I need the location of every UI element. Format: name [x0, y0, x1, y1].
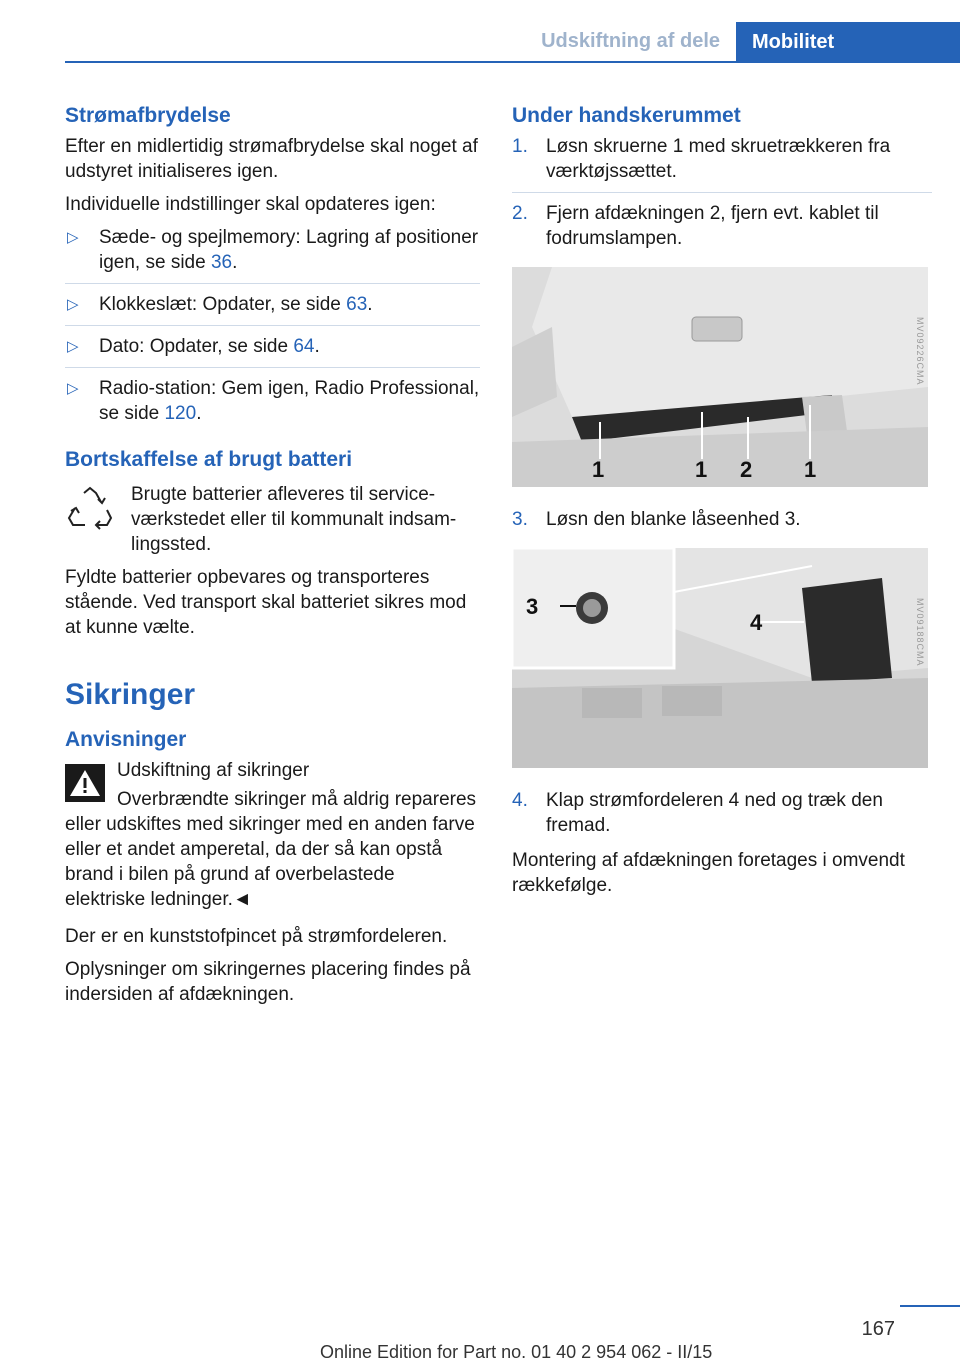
footer-edition: Online Edition for Part no. 01 40 2 954 062 - II/15: [320, 1342, 713, 1362]
page-link[interactable]: 64: [293, 336, 315, 357]
callout-label: 1: [592, 457, 605, 482]
figure-code: MV09226CMA: [915, 317, 925, 386]
triangle-bullet-icon: ▷: [67, 229, 79, 246]
left-column: [65, 102, 480, 1007]
paragraph: Efter en midlertidig strømafbrydelse skal noget af udstyret initialiseres igen.: [65, 136, 478, 182]
fusebox-figure: [512, 548, 928, 768]
figure-code: MV09188CMA: [915, 598, 925, 667]
bullet-list: [65, 225, 480, 434]
callout-label: 4: [750, 610, 763, 635]
recycling-text: Brugte batterier afleveres til serviceværkstedet eller til kommunalt indsamlingssted.: [131, 484, 457, 555]
paragraph: Montering af afdækningen foretages i omvendt rækkefølge.: [512, 850, 905, 896]
right-column: [512, 102, 932, 898]
steps-list: [512, 134, 932, 259]
section-title-strom: Strømafbrydelse: [65, 104, 231, 127]
steps-list: [512, 507, 932, 540]
callout-label: 2: [740, 457, 753, 482]
section-title-bortskaffelse: Bortskaffelse af brugt batteri: [65, 448, 353, 471]
chapter-title-sikringer: Sikringer: [65, 678, 196, 711]
callout-label: 3: [526, 594, 539, 619]
warning-icon: [65, 764, 105, 807]
triangle-bullet-icon: ▷: [67, 380, 79, 397]
header-chapter-tab: Mobilitet: [736, 22, 960, 62]
list-item: 4. Klap strømfordeleren 4 ned og træk den fremad.: [512, 790, 883, 836]
page-link[interactable]: 120: [164, 403, 197, 424]
list-item: 3. Løsn den blanke låseenhed 3.: [512, 509, 801, 530]
header-rule: [65, 61, 960, 63]
section-title-anvisninger: Anvisninger: [65, 728, 187, 751]
section-title-handskerum: Under handskerummet: [512, 104, 741, 127]
warning-heading: Udskiftning af sikringer: [117, 760, 310, 781]
list-item: 2. Fjern afdækningen 2, fjern evt. kablet til fodrumslampen.: [512, 203, 879, 249]
paragraph: Der er en kunststofpincet på strømfordeleren.: [65, 926, 448, 947]
paragraph: Oplysninger om sikringernes placering findes på indersiden af afdækningen.: [65, 959, 471, 1005]
callout-label: 1: [695, 457, 708, 482]
callout-label: 1: [804, 457, 817, 482]
paragraph: Fyldte batterier opbevares og transporteres stående. Ved transport skal batteriet sikres mod at kunne vælte.: [65, 567, 467, 638]
recycle-icon: [65, 484, 115, 539]
list-item: ▷ Radio-station: Gem igen, Radio Professional, se side 120.: [67, 378, 480, 424]
triangle-bullet-icon: ▷: [67, 338, 79, 355]
list-item: ▷ Klokkeslæt: Opdater, se side 63.: [65, 292, 480, 326]
list-item: ▷ Dato: Opdater, se side 64.: [65, 334, 480, 368]
page-link[interactable]: 63: [346, 294, 368, 315]
recycling-note: [65, 482, 480, 557]
list-item: 1. Løsn skruerne 1 med skruetrækkeren fra værktøjssættet.: [512, 134, 932, 193]
page-header: [0, 0, 960, 62]
page-link[interactable]: 36: [210, 252, 233, 273]
list-item: ▷ Sæde- og spejlmemory: Lagring af positioner igen, se side 36.: [65, 225, 480, 284]
glovebox-figure: [512, 267, 928, 487]
warning-text: Overbrændte sikringer må aldrig repareres eller udskiftes med sikringer med en anden farve eller et andet amperetal, da der så kan opstå brand i bilen på grund af overbelastede elektriske ledninger.◄: [65, 789, 477, 910]
page-number: 167: [861, 1318, 895, 1340]
header-section-title: Udskiftning af dele: [541, 30, 720, 52]
paragraph: Individuelle indstillinger skal opdateres igen:: [65, 194, 436, 215]
triangle-bullet-icon: ▷: [67, 296, 79, 313]
steps-list: [512, 788, 932, 846]
warning-note: [65, 758, 480, 783]
footer-rule: [900, 1305, 960, 1307]
